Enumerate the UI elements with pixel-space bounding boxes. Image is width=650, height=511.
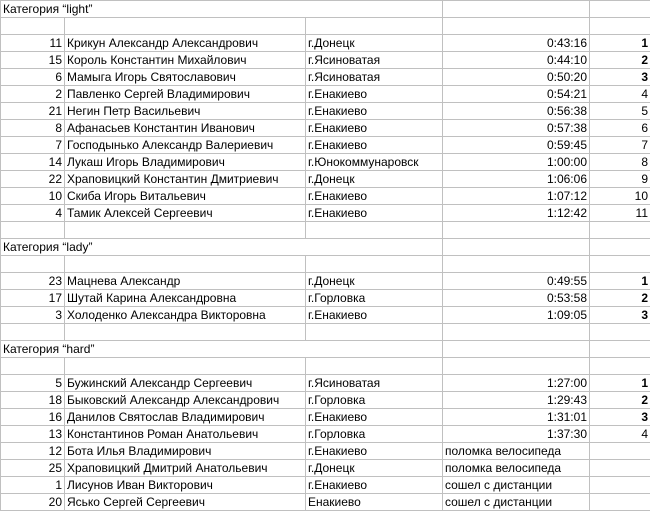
bib-number[interactable]: 3 <box>1 307 65 324</box>
finish-time[interactable]: 1:12:42 <box>443 205 590 222</box>
rider-city[interactable]: г.Донецк <box>306 273 443 290</box>
empty-cell[interactable] <box>443 222 590 239</box>
rider-city[interactable]: г.Енакиево <box>306 477 443 494</box>
rider-name[interactable]: Быковский Александр Александрович <box>65 392 306 409</box>
rider-name[interactable]: Холоденко Александра Викторовна <box>65 307 306 324</box>
empty-cell[interactable] <box>590 18 650 35</box>
empty-cell[interactable] <box>443 358 590 375</box>
rider-name[interactable]: Скиба Игорь Витальевич <box>65 188 306 205</box>
results-table-body <box>1 1 650 511</box>
table-row <box>1 307 650 324</box>
finish-time[interactable]: 1:37:30 <box>443 426 590 443</box>
spacer-row <box>1 222 650 239</box>
place[interactable]: 3 <box>590 69 650 86</box>
bib-number[interactable]: 20 <box>1 494 65 511</box>
category-title-row <box>1 239 650 256</box>
place[interactable]: 11 <box>590 205 650 222</box>
spacer-row <box>1 324 650 341</box>
rider-city[interactable]: г.Донецк <box>306 460 443 477</box>
place[interactable]: 2 <box>590 392 650 409</box>
place[interactable]: 2 <box>590 52 650 69</box>
table-row <box>1 35 650 52</box>
empty-cell[interactable] <box>590 460 650 477</box>
empty-cell[interactable] <box>306 18 443 35</box>
rider-city[interactable]: г.Ясиноватая <box>306 52 443 69</box>
empty-cell[interactable] <box>590 477 650 494</box>
empty-cell[interactable] <box>443 256 590 273</box>
table-row <box>1 205 650 222</box>
rider-city[interactable]: г.Донецк <box>306 35 443 52</box>
finish-time[interactable]: 0:54:21 <box>443 86 590 103</box>
rider-city[interactable]: г.Енакиево <box>306 103 443 120</box>
rider-name[interactable]: Лисунов Иван Викторович <box>65 477 306 494</box>
empty-cell[interactable] <box>1 18 65 35</box>
rider-city[interactable]: Енакиево <box>306 494 443 511</box>
rider-name[interactable]: Храповицкий Дмитрий Анатольевич <box>65 460 306 477</box>
rider-name[interactable]: Шутай Карина Александровна <box>65 290 306 307</box>
rider-city[interactable]: г.Горловка <box>306 392 443 409</box>
table-row <box>1 375 650 392</box>
empty-cell[interactable] <box>590 324 650 341</box>
place[interactable]: 1 <box>590 273 650 290</box>
place[interactable]: 8 <box>590 154 650 171</box>
status-note[interactable]: поломка велосипеда <box>443 443 590 460</box>
table-row <box>1 120 650 137</box>
table-row <box>1 409 650 426</box>
bib-number[interactable]: 8 <box>1 120 65 137</box>
spacer-row <box>1 18 650 35</box>
place[interactable]: 2 <box>590 290 650 307</box>
rider-city[interactable]: г.Горловка <box>306 290 443 307</box>
rider-name[interactable]: Тамик Алексей Сергеевич <box>65 205 306 222</box>
category-title-row <box>1 1 650 18</box>
bib-number[interactable]: 11 <box>1 35 65 52</box>
empty-cell[interactable] <box>306 1 443 18</box>
empty-cell[interactable] <box>443 239 590 256</box>
rider-city[interactable]: г.Енакиево <box>306 137 443 154</box>
rider-name[interactable]: Ясько Сергей Сергеевич <box>65 494 306 511</box>
bib-number[interactable]: 21 <box>1 103 65 120</box>
finish-time[interactable]: 0:56:38 <box>443 103 590 120</box>
bib-number[interactable]: 17 <box>1 290 65 307</box>
rider-city[interactable]: г.Енакиево <box>306 307 443 324</box>
table-row <box>1 86 650 103</box>
empty-cell[interactable] <box>443 324 590 341</box>
rider-city[interactable]: г.Енакиево <box>306 86 443 103</box>
rider-city[interactable]: г.Ясиноватая <box>306 375 443 392</box>
rider-name[interactable]: Афанасьев Константин Иванович <box>65 120 306 137</box>
finish-time[interactable]: 0:50:20 <box>443 69 590 86</box>
empty-cell[interactable] <box>590 494 650 511</box>
rider-name[interactable]: Бужинский Александр Сергеевич <box>65 375 306 392</box>
empty-cell[interactable] <box>590 341 650 358</box>
table-row <box>1 494 650 511</box>
bib-number[interactable]: 16 <box>1 409 65 426</box>
finish-time[interactable]: 0:44:10 <box>443 52 590 69</box>
empty-cell[interactable] <box>65 222 306 239</box>
table-row <box>1 103 650 120</box>
table-row <box>1 171 650 188</box>
rider-name[interactable]: Негин Петр Васильевич <box>65 103 306 120</box>
finish-time[interactable]: 1:29:43 <box>443 392 590 409</box>
empty-cell[interactable] <box>306 341 443 358</box>
empty-cell[interactable] <box>590 443 650 460</box>
place[interactable]: 3 <box>590 409 650 426</box>
rider-name[interactable]: Мамыга Игорь Святославович <box>65 69 306 86</box>
finish-time[interactable]: 0:49:55 <box>443 273 590 290</box>
rider-city[interactable]: г.Енакиево <box>306 188 443 205</box>
place[interactable]: 9 <box>590 171 650 188</box>
finish-time[interactable]: 1:00:00 <box>443 154 590 171</box>
empty-cell[interactable] <box>590 358 650 375</box>
empty-cell[interactable] <box>1 324 65 341</box>
empty-cell[interactable] <box>306 239 443 256</box>
spacer-row <box>1 256 650 273</box>
empty-cell[interactable] <box>65 324 306 341</box>
empty-cell[interactable] <box>590 222 650 239</box>
bib-number[interactable]: 12 <box>1 443 65 460</box>
empty-cell[interactable] <box>443 1 590 18</box>
rider-name[interactable]: Константинов Роман Анатольевич <box>65 426 306 443</box>
rider-city[interactable]: г.Юнокоммунаровск <box>306 154 443 171</box>
bib-number[interactable]: 13 <box>1 426 65 443</box>
rider-city[interactable]: г.Енакиево <box>306 409 443 426</box>
empty-cell[interactable] <box>443 18 590 35</box>
bib-number[interactable]: 2 <box>1 86 65 103</box>
empty-cell[interactable] <box>306 222 443 239</box>
empty-cell[interactable] <box>306 324 443 341</box>
finish-time[interactable]: 0:57:38 <box>443 120 590 137</box>
status-note[interactable]: поломка велосипеда <box>443 460 590 477</box>
empty-cell[interactable] <box>1 222 65 239</box>
table-row <box>1 392 650 409</box>
status-note[interactable]: сошел с дистанции <box>443 494 590 511</box>
bib-number[interactable]: 14 <box>1 154 65 171</box>
bib-number[interactable]: 22 <box>1 171 65 188</box>
rider-city[interactable]: г.Енакиево <box>306 205 443 222</box>
table-row <box>1 137 650 154</box>
place[interactable]: 5 <box>590 103 650 120</box>
table-row <box>1 154 650 171</box>
place[interactable]: 1 <box>590 35 650 52</box>
bib-number[interactable]: 15 <box>1 52 65 69</box>
bib-number[interactable]: 4 <box>1 205 65 222</box>
category-title[interactable]: Категория “hard” <box>1 341 306 358</box>
spacer-row <box>1 358 650 375</box>
table-row <box>1 69 650 86</box>
table-row <box>1 290 650 307</box>
table-row <box>1 460 650 477</box>
finish-time[interactable]: 1:31:01 <box>443 409 590 426</box>
table-row <box>1 443 650 460</box>
place[interactable]: 3 <box>590 307 650 324</box>
table-row <box>1 426 650 443</box>
bib-number[interactable]: 23 <box>1 273 65 290</box>
empty-cell[interactable] <box>590 239 650 256</box>
rider-city[interactable]: г.Енакиево <box>306 120 443 137</box>
empty-cell[interactable] <box>65 358 306 375</box>
bib-number[interactable]: 10 <box>1 188 65 205</box>
table-row <box>1 273 650 290</box>
empty-cell[interactable] <box>1 358 65 375</box>
category-title[interactable]: Категория “lady” <box>1 239 306 256</box>
place[interactable]: 4 <box>590 86 650 103</box>
place[interactable]: 1 <box>590 375 650 392</box>
bib-number[interactable]: 6 <box>1 69 65 86</box>
empty-cell[interactable] <box>306 358 443 375</box>
finish-time[interactable]: 0:53:58 <box>443 290 590 307</box>
table-row <box>1 52 650 69</box>
finish-time[interactable]: 1:07:12 <box>443 188 590 205</box>
finish-time[interactable]: 1:06:06 <box>443 171 590 188</box>
empty-cell[interactable] <box>65 256 306 273</box>
rider-name[interactable]: Павленко Сергей Владимирович <box>65 86 306 103</box>
category-title[interactable]: Категория “light” <box>1 1 306 18</box>
rider-city[interactable]: г.Ясиноватая <box>306 69 443 86</box>
bib-number[interactable]: 7 <box>1 137 65 154</box>
rider-name[interactable]: Крикун Александр Александрович <box>65 35 306 52</box>
place[interactable]: 10 <box>590 188 650 205</box>
rider-name[interactable]: Король Константин Михайлович <box>65 52 306 69</box>
rider-name[interactable]: Господынько Александр Валериевич <box>65 137 306 154</box>
empty-cell[interactable] <box>443 341 590 358</box>
table-row <box>1 477 650 494</box>
rider-name[interactable]: Лукаш Игорь Владимирович <box>65 154 306 171</box>
status-note[interactable]: сошел с дистанции <box>443 477 590 494</box>
rider-city[interactable]: г.Горловка <box>306 426 443 443</box>
finish-time[interactable]: 1:27:00 <box>443 375 590 392</box>
rider-name[interactable]: Бота Илья Владимирович <box>65 443 306 460</box>
empty-cell[interactable] <box>306 256 443 273</box>
place[interactable]: 6 <box>590 120 650 137</box>
empty-cell[interactable] <box>590 1 650 18</box>
rider-name[interactable]: Мацнева Александр <box>65 273 306 290</box>
empty-cell[interactable] <box>590 256 650 273</box>
finish-time[interactable]: 1:09:05 <box>443 307 590 324</box>
bib-number[interactable]: 1 <box>1 477 65 494</box>
rider-city[interactable]: г.Енакиево <box>306 443 443 460</box>
finish-time[interactable]: 0:59:45 <box>443 137 590 154</box>
bib-number[interactable]: 5 <box>1 375 65 392</box>
place[interactable]: 4 <box>590 426 650 443</box>
finish-time[interactable]: 0:43:16 <box>443 35 590 52</box>
place[interactable]: 7 <box>590 137 650 154</box>
bib-number[interactable]: 25 <box>1 460 65 477</box>
empty-cell[interactable] <box>65 18 306 35</box>
rider-name[interactable]: Данилов Святослав Владимирович <box>65 409 306 426</box>
bib-number[interactable]: 18 <box>1 392 65 409</box>
rider-city[interactable]: г.Донецк <box>306 171 443 188</box>
table-row <box>1 188 650 205</box>
rider-name[interactable]: Храповицкий Константин Дмитриевич <box>65 171 306 188</box>
empty-cell[interactable] <box>1 256 65 273</box>
category-title-row <box>1 341 650 358</box>
